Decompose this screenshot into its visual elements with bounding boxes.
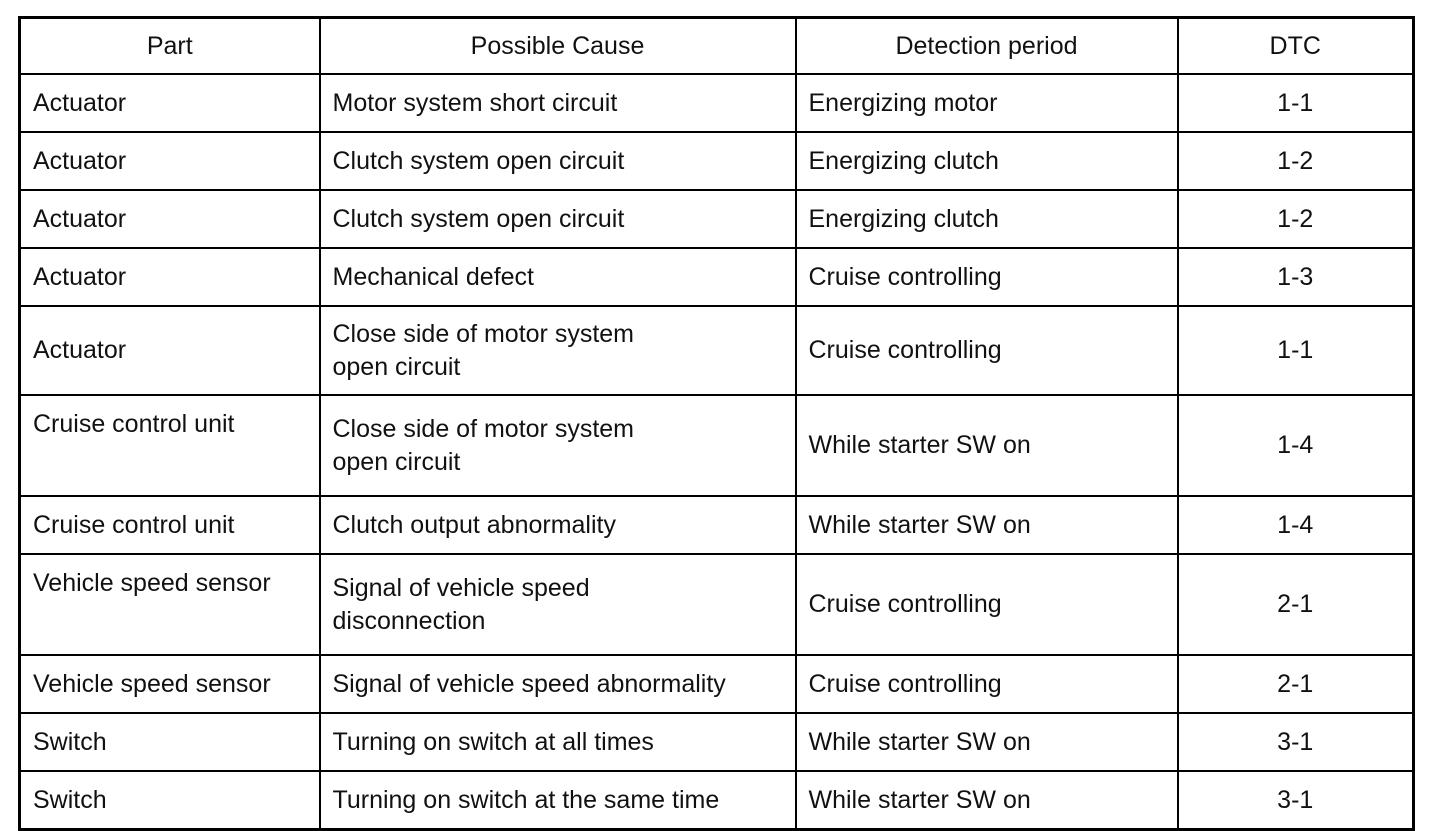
cell-dtc: 1-2 <box>1178 190 1414 248</box>
cell-part: Actuator <box>20 132 320 190</box>
cell-dtc: 1-4 <box>1178 395 1414 496</box>
header-dtc: DTC <box>1178 18 1414 75</box>
table-row <box>20 713 1414 771</box>
cell-part: Switch <box>20 771 320 830</box>
cell-part: Cruise control unit <box>20 395 320 496</box>
cause-text: Clutch system open circuit <box>332 146 625 175</box>
cell-part: Vehicle speed sensor <box>20 655 320 713</box>
cell-period: While starter SW on <box>796 713 1178 771</box>
cell-part: Vehicle speed sensor <box>20 554 320 655</box>
cell-cause <box>320 655 796 713</box>
cell-dtc: 1-1 <box>1178 306 1414 395</box>
cell-cause <box>320 771 796 830</box>
cause-text: Clutch output abnormality <box>332 510 616 539</box>
cause-text: Close side of motor system open circuit <box>332 319 634 381</box>
cell-cause <box>320 248 796 306</box>
cell-part: Actuator <box>20 306 320 395</box>
cell-dtc: 1-4 <box>1178 496 1414 554</box>
header-detection-period: Detection period <box>796 18 1178 75</box>
cause-text: Signal of vehicle speed abnormality <box>332 669 726 698</box>
table-header-row <box>20 18 1414 75</box>
header-part: Part <box>20 18 320 75</box>
cell-cause <box>320 306 796 395</box>
cell-period: While starter SW on <box>796 496 1178 554</box>
table-row <box>20 395 1414 496</box>
cell-period: Cruise controlling <box>796 655 1178 713</box>
dtc-table <box>18 16 1415 831</box>
cell-period: Energizing motor <box>796 74 1178 132</box>
cell-period: Cruise controlling <box>796 306 1178 395</box>
table-row <box>20 771 1414 830</box>
cell-cause <box>320 190 796 248</box>
cell-dtc: 3-1 <box>1178 713 1414 771</box>
cell-part: Switch <box>20 713 320 771</box>
cell-cause <box>320 395 796 496</box>
header-possible-cause: Possible Cause <box>320 18 796 75</box>
cell-part: Actuator <box>20 248 320 306</box>
cell-cause <box>320 496 796 554</box>
cell-period: Energizing clutch <box>796 132 1178 190</box>
table-row <box>20 132 1414 190</box>
cell-cause <box>320 74 796 132</box>
cell-dtc: 1-2 <box>1178 132 1414 190</box>
cell-dtc: 3-1 <box>1178 771 1414 830</box>
cell-cause <box>320 713 796 771</box>
cause-text: Close side of motor system open circuit <box>332 414 634 476</box>
cell-dtc: 2-1 <box>1178 554 1414 655</box>
cell-dtc: 1-3 <box>1178 248 1414 306</box>
table-row <box>20 190 1414 248</box>
cause-text: Mechanical defect <box>332 262 535 291</box>
cause-text: Motor system short circuit <box>332 88 618 117</box>
cause-text: Turning on switch at all times <box>332 727 654 756</box>
table-row <box>20 248 1414 306</box>
cause-text: Turning on switch at the same time <box>332 785 720 814</box>
table-row <box>20 306 1414 395</box>
cause-text: Clutch system open circuit <box>332 204 625 233</box>
table-row <box>20 496 1414 554</box>
cell-period: Cruise controlling <box>796 248 1178 306</box>
table-row <box>20 554 1414 655</box>
cell-period: While starter SW on <box>796 771 1178 830</box>
cell-dtc: 2-1 <box>1178 655 1414 713</box>
cell-part: Actuator <box>20 190 320 248</box>
table-row <box>20 655 1414 713</box>
table-row <box>20 74 1414 132</box>
cell-period: While starter SW on <box>796 395 1178 496</box>
cell-cause <box>320 132 796 190</box>
cause-text: Signal of vehicle speed disconnection <box>332 573 590 635</box>
cell-period: Energizing clutch <box>796 190 1178 248</box>
cell-part: Actuator <box>20 74 320 132</box>
cell-part: Cruise control unit <box>20 496 320 554</box>
cell-dtc: 1-1 <box>1178 74 1414 132</box>
cell-period: Cruise controlling <box>796 554 1178 655</box>
cell-cause <box>320 554 796 655</box>
